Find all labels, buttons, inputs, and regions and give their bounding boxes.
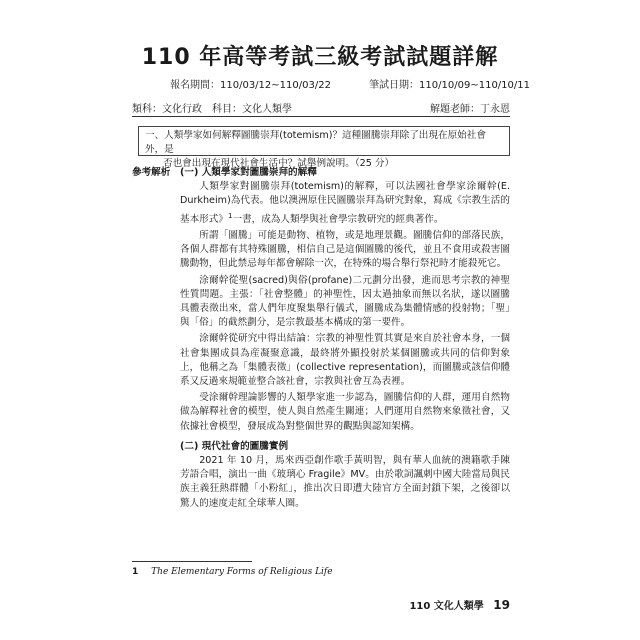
page-title: 110 年高等考試三級考試試題詳解 bbox=[141, 45, 499, 70]
analysis-label: 參考解析 bbox=[132, 167, 171, 178]
question-line-2: 否也會出現在現代社會生活中？試舉例說明。（25 分） bbox=[163, 158, 395, 169]
paragraph-3: 涂爾幹從聖(sacred)與俗(profane)二元劃分出發，進而思考宗教的神聖性質問題。主張：「社會整體」的神聖性，因太過抽象而無以名狀，遂以圖騰具體表徵出來，當人們年度聚集舉行儀式，圖騰成為集體情感的投射物；「聖」與「俗」的截然劃分，是宗教最基本構成的第一要件。 bbox=[180, 274, 510, 329]
footnote-text: The Elementary Forms of Religious Life bbox=[151, 567, 333, 577]
section-heading-1: (一) 人類學家對圖騰崇拜的解釋 bbox=[180, 167, 317, 178]
page-number: 19 bbox=[493, 598, 510, 612]
registration-period: 報名期間：110/03/12~110/03/22 bbox=[170, 80, 331, 91]
analysis-content bbox=[180, 166, 510, 511]
footnote-ref: 1 bbox=[227, 211, 233, 220]
footnote-number: 1 bbox=[132, 567, 139, 577]
paragraph-5: 受涂爾幹理論影響的人類學家進一步認為，圖騰信仰的人群，運用自然物做為解釋社會的模型，使人與自然產生關連；人們運用自然物來象徵社會，又依據社會模型，發展成為對整個世界的觀點與認知架構。 bbox=[180, 392, 510, 432]
category-subject: 類科：文化行政 科目：文化人類學 bbox=[132, 104, 292, 115]
footer-label: 110 文化人類學 bbox=[409, 601, 484, 612]
paragraph-2: 所謂「圖騰」可能是動物、植物，或是地理景觀。圖騰信仰的部落民族，各個人群都有其特殊圖騰，相信自己是這個圖騰的後代，並且不食用或殺害圖騰動物，但此禁忌每年都會解除一次，在特殊的場合舉行祭祀時才能殺死它。 bbox=[180, 230, 510, 270]
footnote bbox=[132, 567, 333, 577]
page-footer bbox=[409, 597, 510, 612]
question-box bbox=[138, 126, 510, 169]
question-line-1: 一、人類學家如何解釋圖騰崇拜(totemism)？這種圖騰崇拜除了出現在原始社會外，是 bbox=[145, 130, 486, 155]
paragraph-1-text: 人類學家對圖騰崇拜(totemism)的解釋，可以法國社會學家涂爾幹(E. Durkheim)為代表。他以澳洲原住民圖騰崇拜為研究對象，寫成《宗教生活的基本形式》 bbox=[180, 181, 510, 225]
footnote-rule bbox=[132, 561, 252, 562]
analysis-body bbox=[132, 166, 510, 511]
paragraph-6: 2021 年 10 月，馬來西亞創作歌手黃明智，與有華人血統的澳籍歌手陳芳語合唱，演出一曲《玻璃心 Fragile》MV。由於歌詞諷刺中國大陸當局與民族主義狂熱群體「小粉紅」，推出次日即遭大陸官方全面封鎖下架，之後卻以驚人的速度走紅全球華人圈。 bbox=[180, 455, 510, 509]
header-rule bbox=[132, 116, 510, 117]
paragraph-1-tail: 一書，成為人類學與社會學宗教研究的經典著作。 bbox=[232, 213, 444, 225]
exam-dates bbox=[170, 76, 530, 91]
paragraph-1 bbox=[180, 180, 510, 227]
written-exam-date: 筆試日期：110/10/09~110/10/11 bbox=[369, 80, 530, 91]
exam-meta bbox=[132, 100, 510, 115]
paragraph-4: 涂爾幹從研究中得出結論：宗教的神聖性質其實是來自於社會本身，一個社會集團成員為産凝聚意識，最終將外顯投射於某個圖騰或共同的信仰對象上，他稱之為「集體表徵」(collective representation)，而圖騰或該信仰體系又反過來規範並整合該社會，宗教與社會互為表裡。 bbox=[180, 333, 510, 388]
section-heading-2: (二) 現代社會的圖騰實例 bbox=[180, 440, 289, 452]
teacher-name: 解題老師：丁永恩 bbox=[430, 104, 510, 115]
